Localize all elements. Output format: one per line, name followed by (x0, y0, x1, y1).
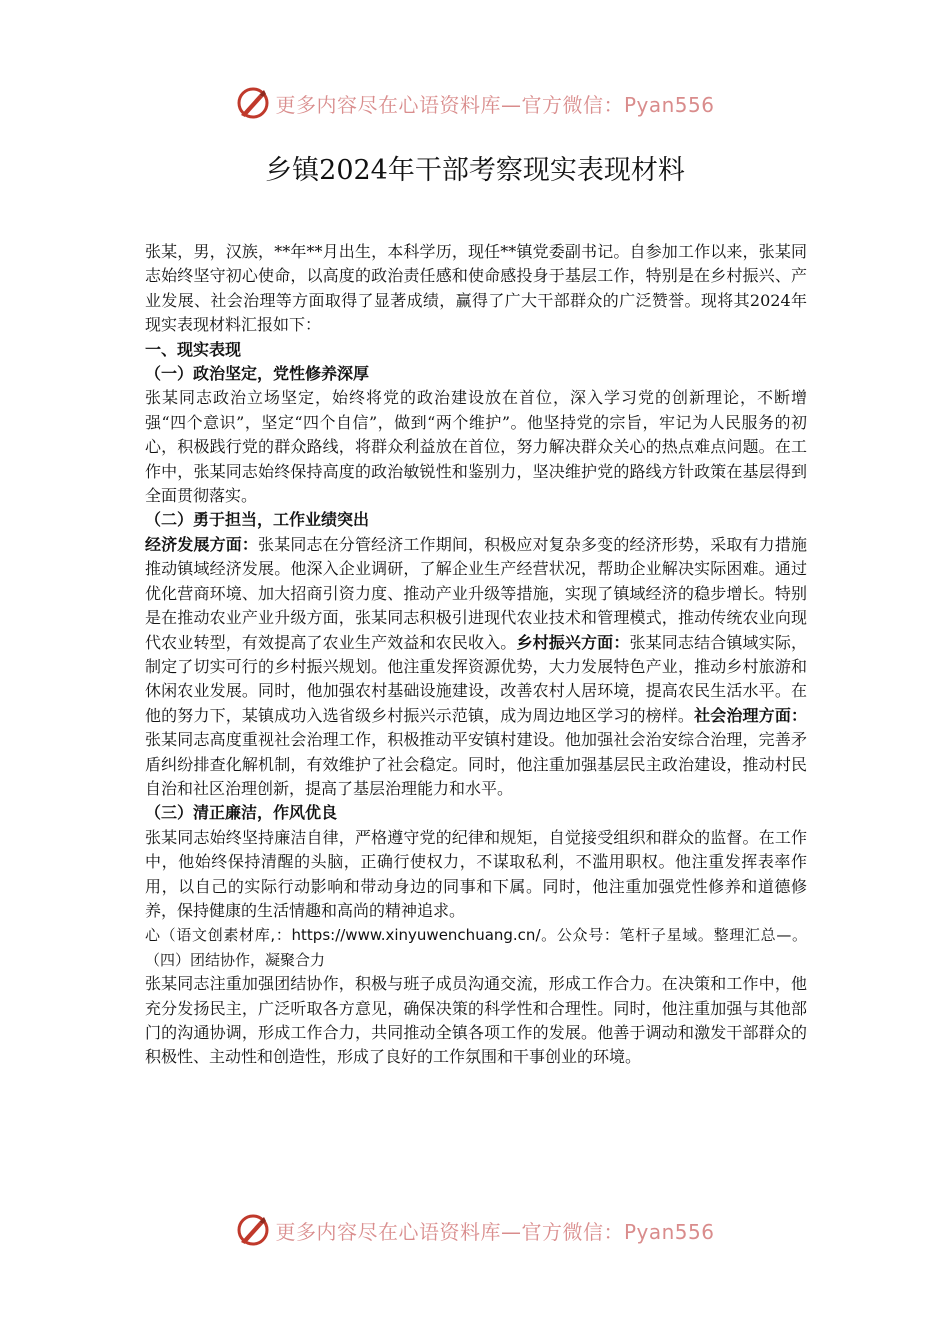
watermark-text: 更多内容尽在心语资料库—官方微信：Pyan556 (275, 92, 715, 117)
section-heading: 一、现实表现 (145, 339, 242, 359)
economy-text: 张某同志在分管经济工作期间，积极应对复杂多变的经济形势，采取有力措施推动镇域经济发展。他深入企业调研，了解企业生产经营状况，帮助企业解决实际困难。通过优化营商环境、加大招商引资力度、推动产业升级等措施，实现了镇域经济的稳步增长。特别是在推动农业产业升级方面，张某同志积极引进现代农业技术和管理模式，推动传统农业向现代农业转型，有效提高了农业生产效益和农民收入。 (145, 534, 807, 652)
subsection-heading-1: （一）政治坚定，党性修养深厚 (145, 364, 370, 384)
governance-lead: 社会治理方面： (694, 705, 807, 725)
subsection-heading-2: （二）勇于担当，工作业绩突出 (145, 510, 370, 530)
source-note: 心（语文创素材库,：https://www.xinyuwenchuang.cn/。公众号：笔杆子星域。整理汇总—。（四）团结协作，凝聚合力 (145, 926, 807, 969)
subsection-heading-3: （三）清正廉洁，作风优良 (145, 803, 338, 823)
document-title: 乡镇2024年干部考察现实表现材料 (265, 155, 685, 186)
document-body (145, 240, 807, 1070)
pen-logo-icon (235, 1212, 271, 1248)
subsection-body-3: 张某同志始终坚持廉洁自律，严格遵守党的纪律和规矩，自觉接受组织和群众的监督。在工作中，他始终保持清醒的头脑，正确行使权力，不谋取私利，不滥用职权。他注重发挥表率作用，以自己的实际行动影响和带动身边的同事和下属。同时，他注重加强党性修养和道德修养，保持健康的生活情趣和高尚的精神追求。 (145, 827, 807, 920)
rural-text: 张某同志结合镇域实际，制定了切实可行的乡村振兴规划。他注重发挥资源优势，大力发展特色产业，推动乡村旅游和休闲农业发展。同时，他加强农村基础设施建设，改善农村人居环境，提高农民生活水平。在他的努力下，某镇成功入选省级乡村振兴示范镇，成为周边地区学习的榜样。 (145, 632, 807, 725)
subsection-body-4: 张某同志注重加强团结协作，积极与班子成员沟通交流，形成工作合力。在决策和工作中，他充分发扬民主，广泛听取各方意见，确保决策的科学性和合理性。同时，他注重加强与其他部门的沟通协调，形成工作合力，共同推动全镇各项工作的发展。他善于调动和激发干部群众的积极性、主动性和创造性，形成了良好的工作氛围和干事创业的环境。 (145, 974, 807, 1067)
subsection-body-2 (145, 533, 807, 801)
pen-logo-icon (235, 85, 271, 121)
governance-text: 张某同志高度重视社会治理工作，积极推动平安镇村建设。他加强社会治安综合治理，完善矛盾纠纷排查化解机制，有效维护了社会稳定。同时，他注重加强基层民主政治建设，推动村民自治和社区治理创新，提高了基层治理能力和水平。 (145, 730, 807, 798)
subsection-body-1: 张某同志政治立场坚定，始终将党的政治建设放在首位，深入学习党的创新理论，不断增强“四个意识”，坚定“四个自信”，做到“两个维护”。他坚持党的宗旨，牢记为人民服务的初心，积极践行党的群众路线，将群众利益放在首位，努力解决群众关心的热点难点问题。在工作中，张某同志始终保持高度的政治敏锐性和鉴别力，坚决维护党的路线方针政策在基层得到全面贯彻落实。 (145, 388, 807, 506)
watermark-text: 更多内容尽在心语资料库—官方微信：Pyan556 (275, 1219, 715, 1244)
header-watermark (0, 83, 950, 123)
footer-watermark (0, 1210, 950, 1250)
rural-lead: 乡村振兴方面： (516, 632, 630, 652)
intro-paragraph: 张某，男，汉族，**年**月出生，本科学历，现任**镇党委副书记。自参加工作以来，张某同志始终坚守初心使命，以高度的政治责任感和使命感投身于基层工作，特别是在乡村振兴、产业发展、社会治理等方面取得了显著成绩，赢得了广大干部群众的广泛赞誉。现将其2024年现实表现材料汇报如下： (145, 242, 807, 335)
economy-lead: 经济发展方面： (145, 534, 259, 554)
